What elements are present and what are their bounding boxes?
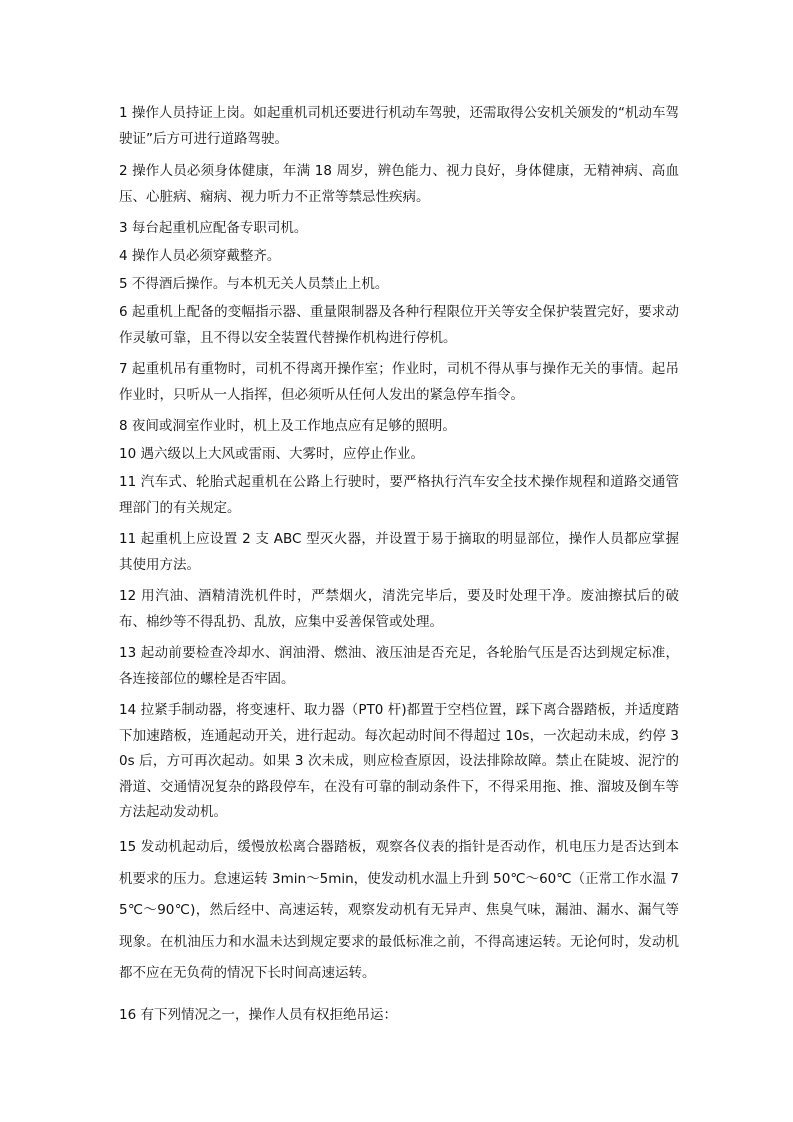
paragraph-1: 1 操作人员持证上岗。如起重机司机还要进行机动车驾驶，还需取得公安机关颁发的“机动车驾驶证”后方可进行道路驾驶。 (119, 105, 679, 147)
paragraph-15: 15 发动机起动后，缓慢放松离合器踏板，观察各仪表的指针是否动作，机电压力是否达到本机要求的压力。怠速运转 3min～5min，使发动机水温上升到 50℃～60℃（正常工作水温 75℃～90℃)，然后经中、高速运转，观察发动机有无异声、焦臭气味，漏油、漏水、漏气等现象。在机油压力和水温未达到规定要求的最低标准之前，不得高速运转。无论何时，发动机都不应在无负荷的情况下长时间高速运转。 (119, 839, 679, 981)
paragraph-11a: 11 汽车式、轮胎式起重机在公路上行驶时，要严格执行汽车安全技术操作规程和道路交通管理部门的有关规定。 (119, 474, 679, 516)
paragraph-2: 2 操作人员必须身体健康，年满 18 周岁，辨色能力、视力良好，身体健康，无精神病、高血压、心脏病、痫病、视力听力不正常等禁忌性疾病。 (119, 163, 679, 205)
paragraph-6: 6 起重机上配备的变幅指示器、重量限制器及各种行程限位开关等安全保护装置完好，要求动作灵敏可靠，且不得以安全装置代替操作机构进行停机。 (119, 304, 679, 346)
paragraph-16: 16 有下列情况之一，操作人员有权拒绝吊运： (119, 1007, 397, 1023)
paragraph-8: 8 夜间或洞室作业时，机上及工作地点应有足够的照明。 (119, 418, 456, 434)
paragraph-5: 5 不得酒后操作。与本机无关人员禁止上机。 (119, 276, 389, 292)
paragraph-10: 10 遇六级以上大风或雷雨、大雾时，应停止作业。 (119, 446, 424, 462)
paragraph-7: 7 起重机吊有重物时，司机不得离开操作室；作业时，司机不得从事与操作无关的事情。起吊作业时，只听从一人指挥，但必须听从任何人发出的紧急停车指令。 (119, 361, 679, 403)
paragraph-13: 13 起动前要检查冷却水、润油滑、燃油、液压油是否充足，各轮胎气压是否达到规定标准，各连接部位的螺栓是否牢固。 (119, 645, 679, 687)
paragraph-3: 3 每台起重机应配备专职司机。 (119, 220, 308, 236)
paragraph-4: 4 操作人员必须穿戴整齐。 (119, 248, 281, 264)
paragraph-12: 12 用汽油、酒精清洗机件时，严禁烟火，清洗完毕后，要及时处理干净。废油擦拭后的破布、棉纱等不得乱扔、乱放，应集中妥善保管或处理。 (119, 588, 679, 630)
paragraph-11b: 11 起重机上应设置 2 支 ABC 型灭火器，并设置于易于摘取的明显部位，操作人员都应掌握其使用方法。 (119, 531, 679, 573)
paragraph-14: 14 拉紧手制动器，将变速杆、取力器（PT0 杆)都置于空档位置，踩下离合器踏板，并适度踏下加速踏板，连通起动开关，进行起动。每次起动时间不得超过 10s，一次起动未成，约停 30s 后，方可再次起动。如果 3 次未成，则应检查原因，设法排除故障。禁止在陡坡、泥泞的滑道、交通情况复杂的路段停车，在没有可靠的制动条件下，不得采用拖、推、溜坡及倒车等方法起动发动机。 (119, 702, 679, 820)
